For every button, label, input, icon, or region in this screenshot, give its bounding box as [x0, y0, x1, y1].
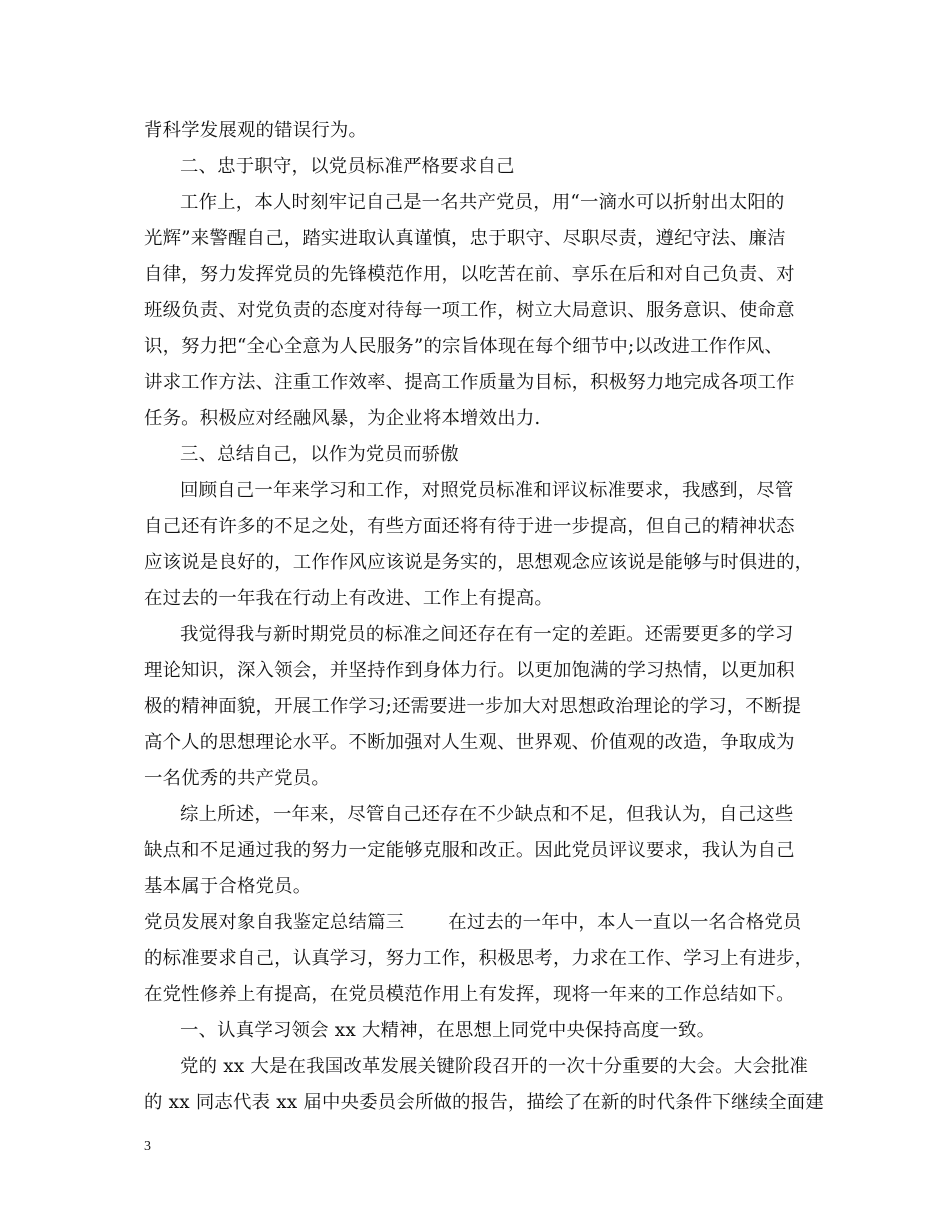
text-line: 党的 xx 大是在我国改革发展关键阶段召开的一次十分重要的大会。大会批准: [180, 1056, 809, 1077]
text-line: 我觉得我与新时期党员的标准之间还存在有一定的差距。还需要更多的学习: [180, 624, 794, 645]
text-line: 极的精神面貌，开展工作学习;还需要进一步加大对思想政治理论的学习，不断提: [144, 696, 802, 717]
text-line: 背科学发展观的错误行为。: [144, 120, 368, 141]
text-line: 的 xx 同志代表 xx 届中央委员会所做的报告，描绘了在新的时代条件下继续全面建: [144, 1092, 824, 1113]
text-line: 自律，努力发挥党员的先锋模范作用，以吃苦在前、享乐在后和对自己负责、对: [144, 264, 795, 285]
section-heading: 一、认真学习领会 xx 大精神，在思想上同党中央保持高度一致。: [180, 1020, 716, 1041]
text-line: 基本属于合格党员。: [144, 876, 312, 897]
text-line: 应该说是良好的，工作作风应该说是务实的，思想观念应该说是能够与时俱进的，: [144, 552, 814, 573]
text-line: 综上所述，一年来，尽管自己还存在不少缺点和不足，但我认为，自己这些: [180, 804, 794, 825]
text-line: 班级负责、对党负责的态度对待每一项工作，树立大局意识、服务意识、使命意: [144, 300, 795, 321]
text-line: 讲求工作方法、注重工作效率、提高工作质量为目标，积极努力地完成各项工作: [144, 372, 795, 393]
text-line: 任务。积极应对经融风暴，为企业将本增效出力.: [144, 408, 541, 429]
text-line: [144, 910, 824, 936]
page-number: 3: [144, 1139, 151, 1154]
text-line: 一名优秀的共产党员。: [144, 768, 330, 789]
text-line: 回顾自己一年来学习和工作，对照党员标准和评议标准要求，我感到，尽管: [180, 480, 794, 501]
section-heading: 二、忠于职守，以党员标准严格要求自己: [180, 156, 515, 177]
section-heading: 三、总结自己，以作为党员而骄傲: [180, 444, 459, 465]
text-line: 缺点和不足通过我的努力一定能够克服和改正。因此党员评议要求，我认为自己: [144, 840, 795, 861]
text-line: 高个人的思想理论水平。不断加强对人生观、世界观、价值观的改造，争取成为: [144, 732, 795, 753]
text-line: 的标准要求自己，认真学习，努力工作，积极思考，力求在工作、学习上有进步，: [144, 948, 814, 969]
article-title: 党员发展对象自我鉴定总结篇三: [144, 912, 405, 933]
text-line: 识，努力把“全心全意为人民服务”的宗旨体现在每个细节中;以改进工作作风、: [144, 336, 784, 357]
text-line: 在过去的一年我在行动上有改进、工作上有提高。: [144, 588, 553, 609]
text-line: 在党性修养上有提高，在党员模范作用上有发挥，现将一年来的工作总结如下。: [144, 984, 795, 1005]
text-line: 理论知识，深入领会，并坚持作到身体力行。以更加饱满的学习热情，以更加积: [144, 660, 795, 681]
text-line: 工作上，本人时刻牢记自己是一名共产党员，用“一滴水可以折射出太阳的: [180, 192, 785, 213]
text-line: 光辉”来警醒自己，踏实进取认真谨慎，忠于职守、尽职尽责，遵纪守法、廉洁: [144, 228, 786, 249]
paragraph-start: 在过去的一年中，本人一直以一名合格党员: [448, 912, 802, 933]
text-line: 自己还有许多的不足之处，有些方面还将有待于进一步提高，但自己的精神状态: [144, 516, 795, 537]
